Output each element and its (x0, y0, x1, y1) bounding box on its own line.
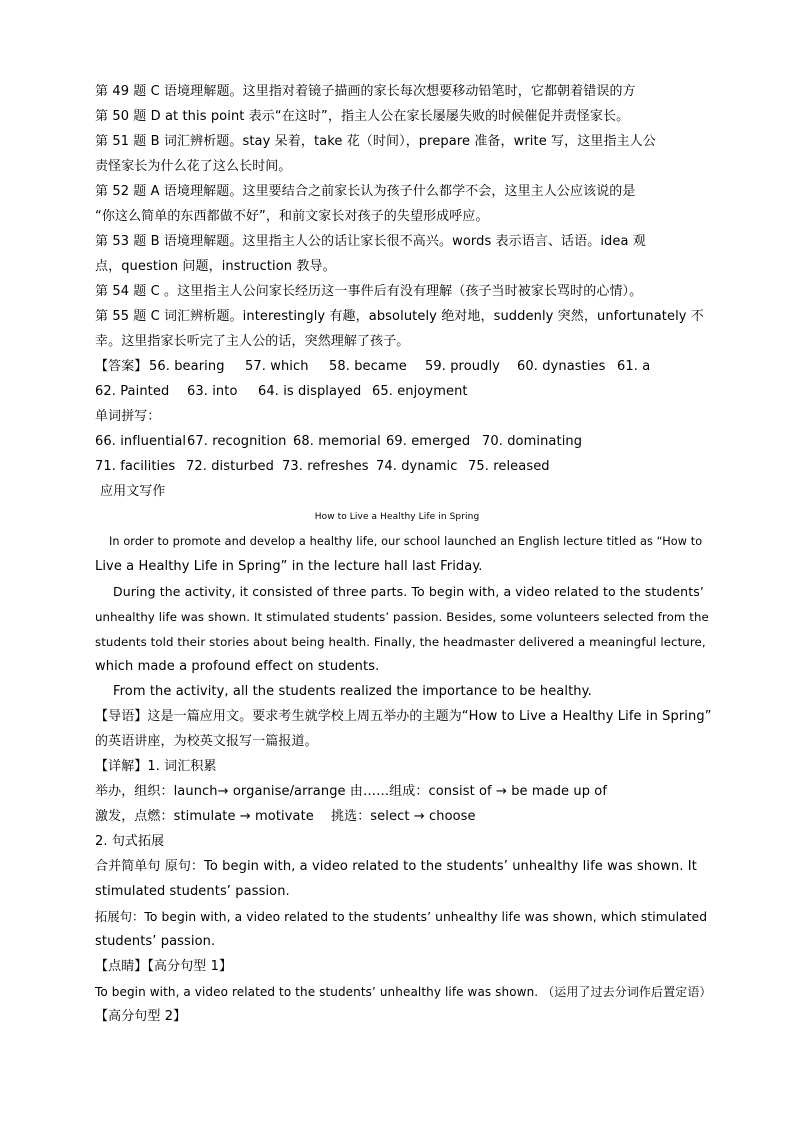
answer-item: 65. enjoyment (372, 384, 468, 399)
essay-line: which made a profound effect on students. (95, 659, 380, 674)
spelling-item: 71. facilities (95, 459, 176, 474)
original-sentence-line: 合并简单句 原句：To begin with, a video related to the students’ unhealthy life was shown. It (95, 859, 697, 874)
spelling-item: 68. memorial (293, 434, 381, 449)
essay-line: Live a Healthy Life in Spring” in the lecture hall last Friday. (95, 559, 483, 574)
details-subheading: 2. 句式拓展 (95, 834, 165, 849)
explanation-line: 第 53 题 B 语境理解题。这里指主人公的话让家长很不高兴。words 表示语言、话语。idea 观 (95, 234, 646, 249)
essay-line: From the activity, all the students realized the importance to be healthy. (113, 684, 592, 699)
vocab-line: 举办，组织：launch→ organise/arrange 由……组成：consist of → be made up of (95, 784, 608, 799)
explanation-line: 第 54 题 C 。这里指主人公问家长经历这一事件后有没有理解（孩子当时被家长骂时的心情）。 (95, 284, 643, 299)
details-heading: 【详解】1. 词汇积累 (95, 759, 217, 774)
essay-title: How to Live a Healthy Life in Spring (314, 512, 480, 522)
spelling-item: 66. influential (95, 434, 187, 449)
answer-item: 61. a (617, 359, 651, 374)
explanation-line: 幸。这里指家长听完了主人公的话，突然理解了孩子。 (95, 334, 410, 349)
vocab-line (95, 807, 476, 827)
tips-heading: 【点睛】【高分句型 1】 (95, 959, 233, 974)
vocab-item: 激发，点燃：stimulate → motivate (95, 809, 314, 824)
extended-sentence-line: students’ passion. (95, 934, 216, 949)
essay-line: unhealthy life was shown. It stimulated students’ passion. Besides, some volunteers selected from the (95, 610, 709, 624)
spelling-item: 67. recognition (187, 434, 287, 449)
original-sentence-line: stimulated students’ passion. (95, 884, 290, 899)
answer-item: 58. became (329, 359, 407, 374)
answer-item: 62. Painted (95, 384, 170, 399)
writing-heading: 应用文写作 (100, 484, 166, 499)
answers-label: 【答案】 (95, 359, 148, 374)
answers-row (95, 357, 650, 377)
explanation-line: 第 50 题 D at this point 表示“在这时”，指主人公在家长屡屡失败的时候催促并责怪家长。 (95, 109, 630, 124)
tips-sentence: To begin with, a video related to the students’ unhealthy life was shown. （运用了过去分词作后置定语） (95, 985, 712, 999)
explanation-line: 责怪家长为什么花了这么长时间。 (95, 159, 292, 174)
spelling-item: 72. disturbed (186, 459, 274, 474)
answer-item: 64. is displayed (258, 384, 362, 399)
explanation-line: 点，question 问题，instruction 教导。 (95, 259, 336, 274)
spelling-item: 69. emerged (386, 434, 471, 449)
explanation-line: 第 52 题 A 语境理解题。这里要结合之前家长认为孩子什么都学不会，这里主人公应该说的是 (95, 184, 636, 199)
explanation-line: 第 51 题 B 词汇辨析题。stay 呆着，take 花（时间），prepare 准备，write 写，这里指主人公 (95, 134, 656, 149)
spelling-row (95, 432, 582, 452)
answer-item: 60. dynasties (517, 359, 606, 374)
explanation-line: 第 49 题 C 语境理解题。这里指对着镜子描画的家长每次想要移动铅笔时，它都朝着错误的方 (95, 84, 636, 99)
guide-line: 【导语】这是一篇应用文。要求考生就学校上周五举办的主题为“How to Live a Healthy Life in Spring” (95, 709, 712, 724)
essay-line: In order to promote and develop a healthy life, our school launched an English lecture titled as “How to (109, 535, 703, 548)
spelling-item: 74. dynamic (376, 459, 458, 474)
essay-line: students told their stories about being health. Finally, the headmaster delivered a meaningful lecture, (95, 635, 706, 649)
spelling-item: 70. dominating (482, 434, 583, 449)
vocab-item: 挑选：select → choose (331, 809, 476, 824)
spelling-row (95, 457, 550, 477)
guide-line: 的英语讲座，为校英文报写一篇报道。 (95, 734, 318, 749)
answer-item: 56. bearing (149, 359, 225, 374)
answer-item: 59. proudly (425, 359, 500, 374)
spelling-item: 73. refreshes (282, 459, 369, 474)
tips-heading: 【高分句型 2】 (95, 1009, 187, 1024)
explanation-line: “你这么简单的东西都做不好”，和前文家长对孩子的失望形成呼应。 (95, 209, 489, 224)
spelling-item: 75. released (468, 459, 550, 474)
answer-item: 63. into (187, 384, 238, 399)
spelling-heading: 单词拼写： (95, 409, 161, 424)
essay-line: During the activity, it consisted of three parts. To begin with, a video related to the students’ (113, 584, 704, 599)
explanation-line: 第 55 题 C 词汇辨析题。interestingly 有趣，absolutely 绝对地，suddenly 突然，unfortunately 不 (95, 309, 704, 324)
extended-sentence-line: 拓展句：To begin with, a video related to the students’ unhealthy life was shown, which stimulated (95, 910, 708, 924)
answer-item: 57. which (245, 359, 309, 374)
answers-row (95, 382, 468, 402)
